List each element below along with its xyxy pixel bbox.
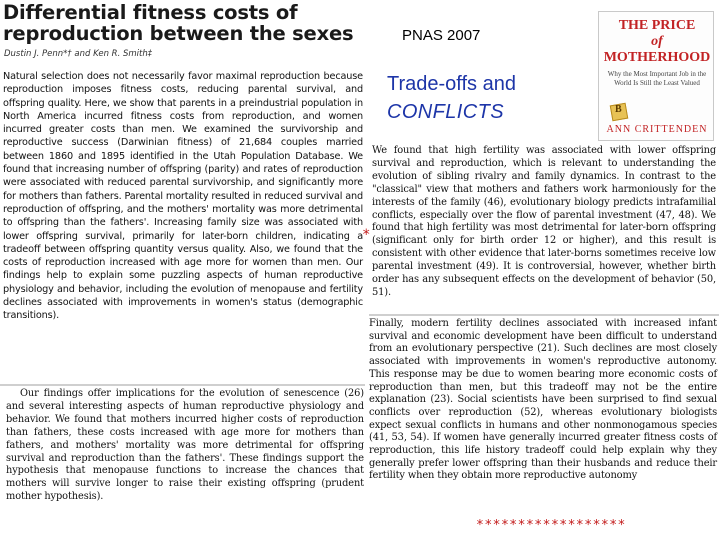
book-author: ANN CRITTENDEN (606, 124, 708, 135)
book-title-line1: THE PRICE (618, 18, 696, 33)
article-paragraph-lower: Finally, modern fertility declines associated with increased infant survival and economic development have been difficult to understand from an evolutionary perspective (21). Such declines are most closely associated with improvements in women's reproductive autonomy. This response may be due to women bearing more economic costs of reproduction than men, but this tradeoff may not be the entire explanation (23). Social scientists have been surprised to find sexual conflicts over reproduction (52), whereas evolutionary biologists expect sexual conflicts in humans and other nonmonogamous species (41, 53, 54). If women have generally incurred greater fitness costs of reproduction, this life history tradeoff could help explain why they generally prefer lower offspring than their husbands and reduce their fertility when they obtain more reproductive autonomy (369, 318, 717, 482)
paper-abstract: Natural selection does not necessarily favor maximal reproduction because reproduction imposes fitness costs, reducing parental survival, and offspring quality. Here, we show that parents in a preindustrial population in North America incurred fitness costs from reproduction, and women incurred greater costs than men. We examined the survivorship and reproductive success (Darwinian fitness) of 21,684 couples married between 1860 and 1895 identified in the Utah Population Database. We found that increasing number of offspring (parity) and rates of reproduction were associated with reduced parental survivorship, and significantly more for mothers than fathers. Parental mortality resulted in reduced survival and reproduction of offspring, and the mothers' mortality was more detrimental to offspring than the fathers'. Increasing family size was associated with lower offspring survival, primarily for later-born children, indicating a tradeoff between offspring quantity versus quality. Also, we found that the costs of reproduction increased with age more for women than men. Our findings help to explain some puzzling aspects of human reproductive physiology and behavior, including the evolution of menopause and fertility declines associated with improvements in women's status (demographic transitions). (3, 71, 363, 322)
toy-block-letter: B (615, 104, 622, 115)
book-title-line3: MOTHERHOOD (603, 50, 711, 65)
paper-title: Differential fitness costs of reproduction between the sexes (3, 1, 354, 45)
slide-heading-line1: Trade-offs and (387, 73, 516, 95)
asterisk-marker: * (362, 227, 371, 243)
book-cover (598, 11, 714, 141)
slide-heading-line2: CONFLICTS (387, 101, 504, 123)
asterisk-row-marker: ****************** (476, 518, 626, 533)
book-subtitle: Why the Most Important Job in the World Is Still the Least Valued (607, 70, 707, 87)
divider (0, 384, 365, 386)
journal-label: PNAS 2007 (402, 27, 481, 44)
book-title-line2: of (651, 34, 663, 49)
paper-authors: Dustin J. Penn*† and Ken R. Smith‡ (4, 49, 152, 59)
article-paragraph-upper: We found that high fertility was associated with lower offspring survival and reproduction, which is relevant to understanding the evolution of sibling rivalry and family dynamics. In contrast to the "classical" view that mothers and fathers work harmoniously for the interests of the family (46), evolutionary biology predicts intrafamilial conflicts, especially over the flow of parental investment (47, 48). We found that high fertility was most detrimental for later-born offspring (significant only for birth order 12 or higher), and this result is consistent with other evidence that later-borns sometimes receive low parental investment (49). It is controversial, however, whether birth order has any subsequent effects on the development of behavior (50, 51). (372, 145, 716, 298)
paper-conclusion-paragraph: Our findings offer implications for the evolution of senescence (26) and several interesting aspects of human reproductive physiology and behavior. We found that mothers incurred higher costs of reproduction than fathers, these costs increased with age more for mothers than fathers, and mothers' mortality was more detrimental for offspring survival and reproduction than the fathers'. These findings support the hypothesis that menopause functions to increase the chances that mothers will survive longer to raise their existing offspring (prudent mother hypothesis). (6, 388, 364, 503)
divider (369, 314, 719, 316)
